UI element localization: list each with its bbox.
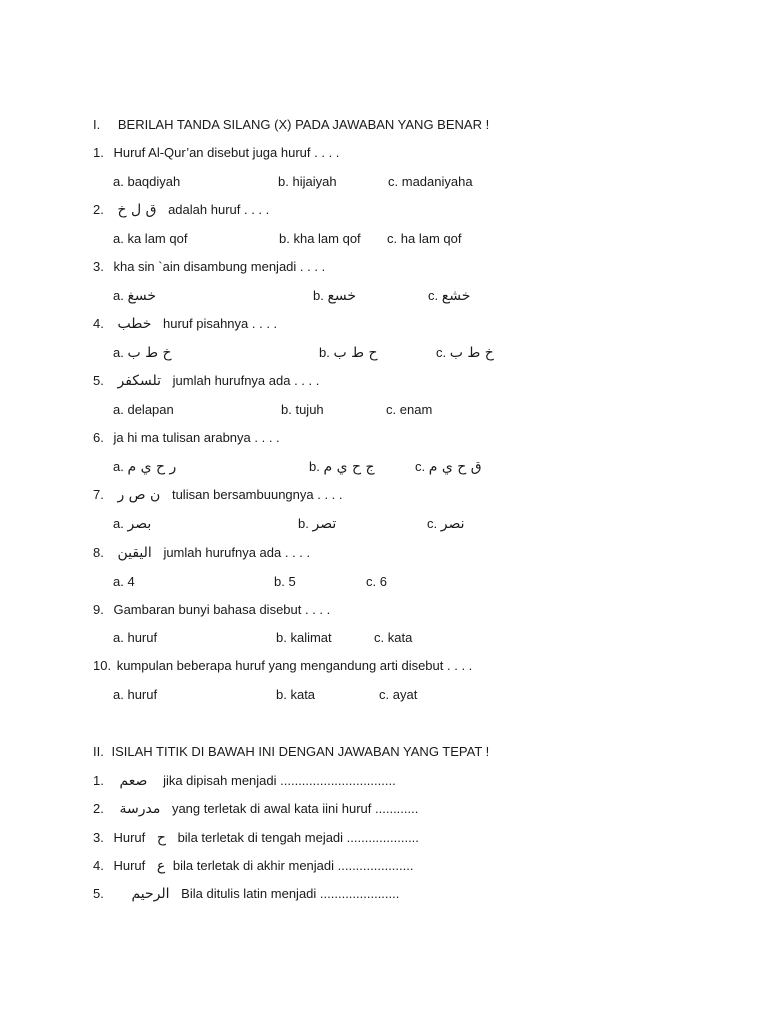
arabic-text: صعم [119, 773, 148, 789]
question-number: 1. [93, 773, 104, 788]
option-b: b. hijaiyah [278, 174, 337, 189]
question-6 [93, 430, 280, 446]
option-c: c. ayat [379, 687, 418, 702]
option-text: enam [399, 402, 433, 417]
fill-question-1 [93, 773, 396, 789]
option-text: madaniyaha [401, 174, 473, 189]
option-b: b. kalimat [276, 630, 332, 645]
arabic-text: خطب [117, 316, 152, 332]
option-a: a. huruf [113, 630, 158, 645]
question-number: 2. [93, 202, 104, 217]
question-number: 6. [93, 430, 104, 445]
question-text: bila terletak di akhir menjadi ..................... [172, 858, 414, 873]
section-2-numeral: II. [93, 744, 104, 759]
section-1-heading [93, 117, 489, 133]
option-b: b. ح ط ب [319, 345, 378, 361]
option-text: نصر [440, 516, 465, 532]
arabic-text: تلسكفر [117, 373, 162, 389]
question-text: Bila ditulis latin menjadi ...................... [181, 886, 400, 901]
option-c: c. خ ط ب [436, 345, 494, 361]
section-1-title: BERILAH TANDA SILANG (X) PADA JAWABAN YANG BENAR ! [117, 117, 490, 132]
question-number: 3. [93, 830, 104, 845]
option-a: a. ka lam qof [113, 231, 188, 246]
option-text: خسع [327, 288, 357, 304]
question-text: jumlah hurufnya ada . . . . [172, 373, 320, 388]
option-text: ج ح ي م [323, 459, 375, 475]
question-number: 9. [93, 602, 104, 617]
question-number: 5. [93, 373, 104, 388]
option-c: c. kata [374, 630, 413, 645]
option-text: خشع [441, 288, 471, 304]
question-3 [93, 259, 325, 275]
option-a: a. delapan [113, 402, 174, 417]
option-text: ha lam qof [400, 231, 462, 246]
question-8 [93, 545, 310, 561]
option-a: a. 4 [113, 574, 135, 589]
option-text: hijaiyah [292, 174, 337, 189]
arabic-text: ق ل خ [117, 202, 157, 218]
question-text: yang terletak di awal kata iini huruf ............ [171, 801, 419, 816]
question-prefix: Huruf [113, 830, 146, 845]
question-2 [93, 202, 269, 218]
option-a: a. خسغ [113, 288, 157, 304]
arabic-text: مدرسة [119, 801, 161, 817]
option-text: huruf [127, 630, 158, 645]
question-1 [93, 145, 339, 161]
option-b: b. خسع [313, 288, 357, 304]
option-text: 4 [127, 574, 135, 589]
option-text: 5 [288, 574, 296, 589]
option-a: a. بصر [113, 516, 152, 532]
option-text: بصر [127, 516, 152, 532]
option-c: c. 6 [366, 574, 387, 589]
question-text: adalah huruf . . . . [168, 202, 270, 217]
option-c: c. ha lam qof [387, 231, 462, 246]
question-text: kha sin `ain disambung menjadi . . . . [113, 259, 326, 274]
option-a: a. baqdiyah [113, 174, 181, 189]
question-text: kumpulan beberapa huruf yang mengandung arti disebut . . . . [116, 658, 473, 673]
question-text: bila terletak di tengah mejadi .................... [177, 830, 419, 845]
option-b: b. 5 [274, 574, 296, 589]
question-10 [93, 658, 472, 674]
option-text: kata [290, 687, 316, 702]
option-b: b. kha lam qof [279, 231, 361, 246]
section-2-title: ISILAH TITIK DI BAWAH INI DENGAN JAWABAN YANG TEPAT ! [111, 744, 490, 759]
arabic-text: ح [156, 830, 166, 846]
option-b: b. tujuh [281, 402, 324, 417]
option-c: c. enam [386, 402, 433, 417]
arabic-text: ن ص ر [117, 487, 161, 503]
question-prefix: Huruf [113, 858, 146, 873]
question-text: tulisan bersambuungnya . . . . [171, 487, 343, 502]
option-c: c. نصر [427, 516, 465, 532]
fill-question-2 [93, 801, 418, 817]
option-c: c. خشع [428, 288, 471, 304]
arabic-text: اليقين [117, 545, 152, 561]
option-text: خ ط ب [449, 345, 494, 361]
question-number: 7. [93, 487, 104, 502]
option-a: a. huruf [113, 687, 158, 702]
question-number: 1. [93, 145, 104, 160]
option-c: c. ق ح ي م [415, 459, 482, 475]
option-text: ayat [392, 687, 418, 702]
option-text: tujuh [295, 402, 324, 417]
option-text: ح ط ب [333, 345, 378, 361]
question-9 [93, 602, 330, 618]
option-text: kha lam qof [293, 231, 361, 246]
question-text: jumlah hurufnya ada . . . . [163, 545, 311, 560]
option-text: ق ح ي م [428, 459, 482, 475]
option-text: تصر [312, 516, 337, 532]
fill-question-5 [93, 886, 399, 902]
option-b: b. kata [276, 687, 316, 702]
question-text: jika dipisah menjadi ................................ [163, 773, 396, 788]
question-text: huruf pisahnya . . . . [162, 316, 278, 331]
arabic-text: ع [156, 858, 166, 874]
question-7 [93, 487, 343, 503]
option-text: 6 [379, 574, 387, 589]
option-text: خ ط ب [127, 345, 172, 361]
option-text: kalimat [290, 630, 332, 645]
option-text: خسغ [127, 288, 157, 304]
fill-question-3 [93, 830, 419, 846]
option-b: b. تصر [298, 516, 337, 532]
option-text: ka lam qof [127, 231, 188, 246]
arabic-text: الرحيم [131, 886, 170, 902]
question-text: Gambaran bunyi bahasa disebut . . . . [113, 602, 331, 617]
section-2-heading [93, 744, 489, 760]
option-a: a. ر ح ي م [113, 459, 177, 475]
question-text: Huruf Al-Qur’an disebut juga huruf . . . . [113, 145, 340, 160]
question-number: 8. [93, 545, 104, 560]
question-number: 4. [93, 316, 104, 331]
option-text: huruf [127, 687, 158, 702]
option-a: a. خ ط ب [113, 345, 172, 361]
question-number: 10. [93, 658, 112, 673]
option-b: b. ج ح ي م [309, 459, 375, 475]
option-text: kata [387, 630, 413, 645]
question-5 [93, 373, 319, 389]
question-number: 3. [93, 259, 104, 274]
question-number: 5. [93, 886, 104, 901]
question-number: 2. [93, 801, 104, 816]
section-1-numeral: I. [93, 117, 101, 132]
option-text: ر ح ي م [127, 459, 177, 475]
option-text: baqdiyah [127, 174, 181, 189]
question-number: 4. [93, 858, 104, 873]
fill-question-4 [93, 858, 413, 874]
option-text: delapan [127, 402, 174, 417]
option-c: c. madaniyaha [388, 174, 473, 189]
question-4 [93, 316, 277, 332]
question-text: ja hi ma tulisan arabnya . . . . [113, 430, 280, 445]
